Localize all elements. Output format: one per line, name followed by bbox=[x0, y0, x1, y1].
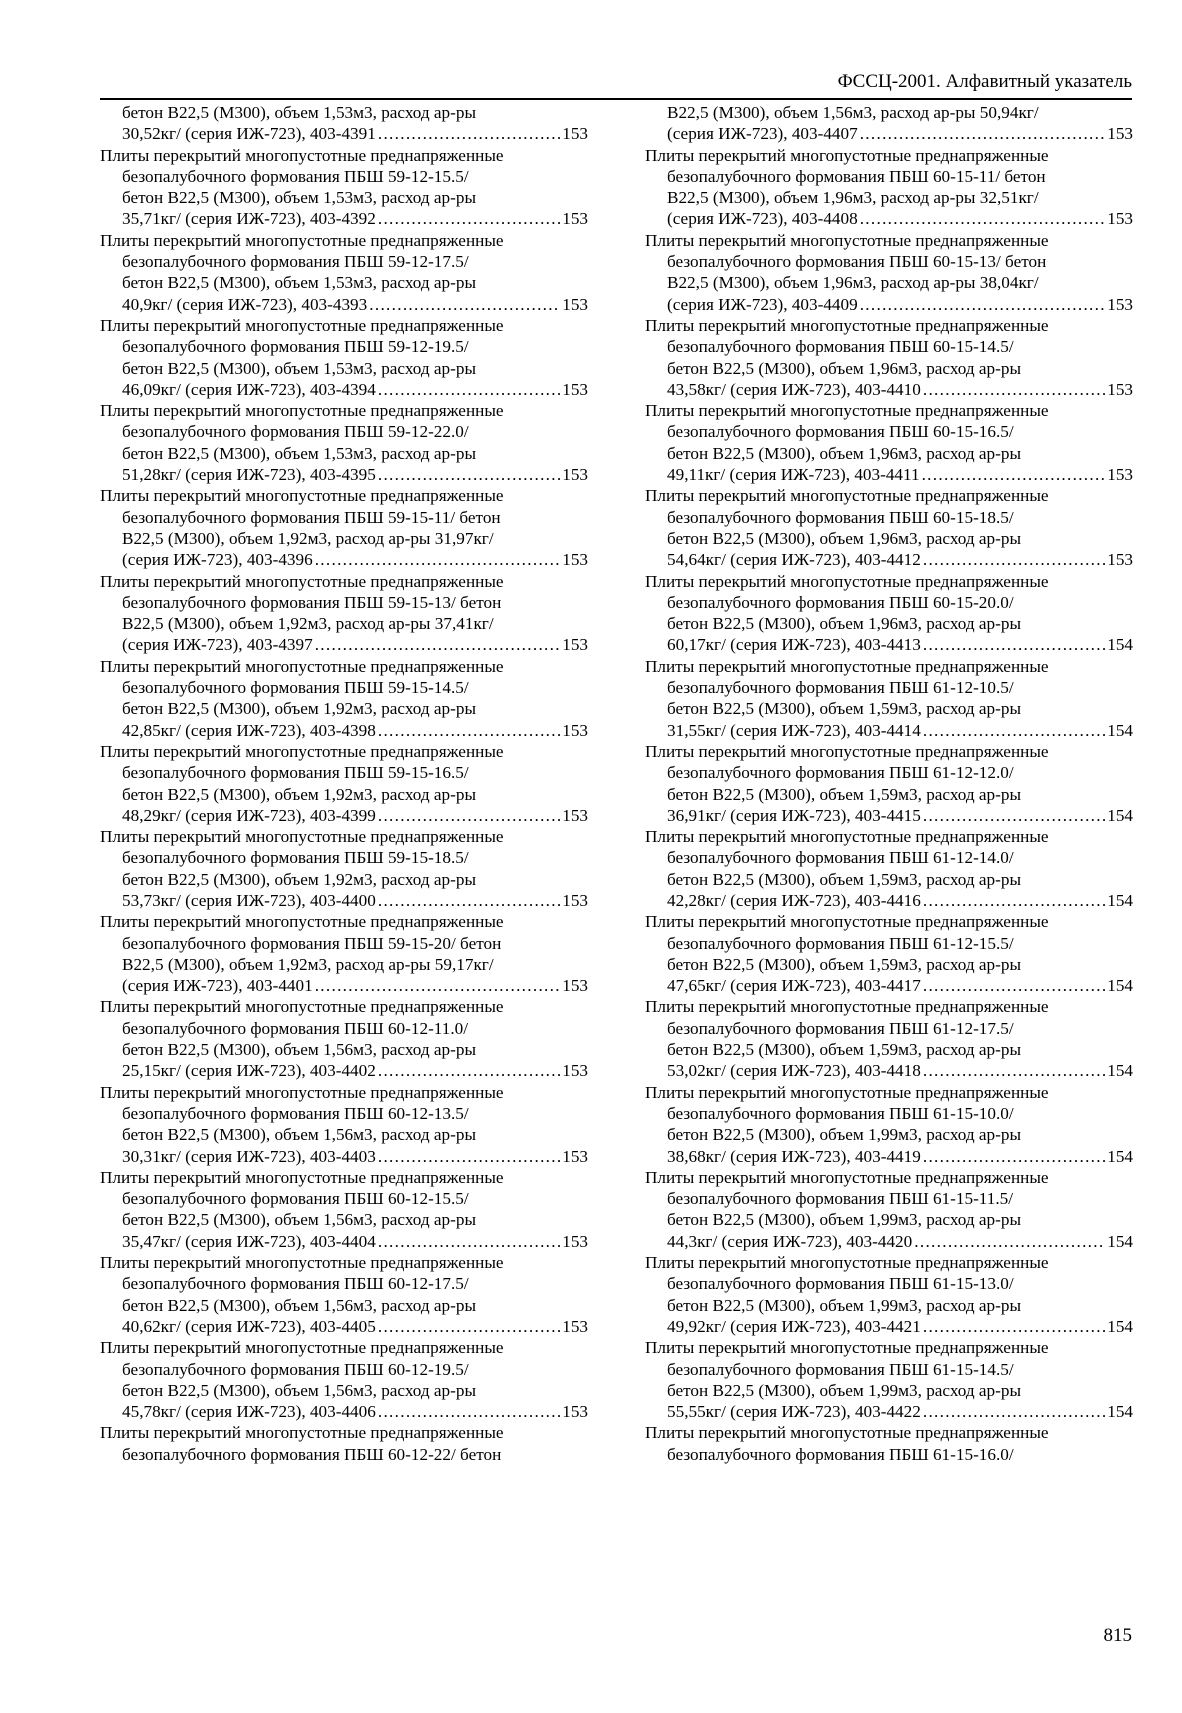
entry-code: 46,09кг/ (серия ИЖ-723), 403-4394 bbox=[122, 379, 376, 399]
entry-code: 31,55кг/ (серия ИЖ-723), 403-4414 bbox=[667, 720, 921, 740]
entry-line: бетон В22,5 (М300), объем 1,92м3, расход ар-ры bbox=[122, 784, 476, 804]
entry-line: бетон В22,5 (М300), объем 1,59м3, расход ар-ры bbox=[667, 699, 1021, 719]
entry-last-line bbox=[100, 464, 588, 485]
entry-line: бетон В22,5 (М300), объем 1,99м3, расход ар-ры bbox=[667, 1295, 1021, 1315]
entry-line: В22,5 (М300), объем 1,96м3, расход ар-ры 38,04кг/ bbox=[667, 273, 1039, 293]
entry-page-ref: 154 bbox=[1107, 890, 1133, 910]
dot-leader bbox=[860, 208, 1106, 229]
index-entry bbox=[100, 145, 588, 230]
entry-last-line bbox=[645, 634, 1133, 655]
entry-line: безопалубочного формования ПБШ 59-15-16.5/ bbox=[122, 763, 469, 783]
entry-line: безопалубочного формования ПБШ 59-15-18.5/ bbox=[122, 848, 469, 868]
entry-line: безопалубочного формования ПБШ 59-15-13/ бетон bbox=[122, 592, 502, 612]
entry-line: Плиты перекрытий многопустотные преднапряженные bbox=[645, 1253, 1049, 1273]
entry-last-line bbox=[645, 379, 1133, 400]
entry-line: бетон В22,5 (М300), объем 1,92м3, расход ар-ры bbox=[122, 699, 476, 719]
dot-leader bbox=[860, 123, 1106, 144]
index-entry bbox=[100, 485, 588, 570]
entry-page-ref: 153 bbox=[562, 209, 588, 229]
entry-last-line bbox=[645, 1231, 1133, 1252]
entry-code: 25,15кг/ (серия ИЖ-723), 403-4402 bbox=[122, 1061, 376, 1081]
index-entry bbox=[645, 102, 1133, 145]
entry-page-ref: 153 bbox=[562, 805, 588, 825]
entry-last-line bbox=[100, 1231, 588, 1252]
entry-last-line bbox=[100, 1316, 588, 1337]
entry-page-ref: 154 bbox=[1107, 1316, 1133, 1336]
entry-line: безопалубочного формования ПБШ 61-15-14.5/ bbox=[667, 1359, 1014, 1379]
entry-code: (серия ИЖ-723), 403-4396 bbox=[122, 550, 313, 570]
entry-line: безопалубочного формования ПБШ 59-15-20/ бетон bbox=[122, 933, 502, 953]
entry-code: (серия ИЖ-723), 403-4407 bbox=[667, 124, 858, 144]
entry-line: Плиты перекрытий многопустотные преднапряженные bbox=[100, 1253, 504, 1273]
entry-line: В22,5 (М300), объем 1,56м3, расход ар-ры 50,94кг/ bbox=[667, 103, 1039, 122]
dot-leader bbox=[923, 805, 1105, 826]
entry-line: бетон В22,5 (М300), объем 1,53м3, расход ар-ры bbox=[122, 103, 476, 122]
entry-line: бетон В22,5 (М300), объем 1,96м3, расход ар-ры bbox=[667, 528, 1021, 548]
entry-page-ref: 153 bbox=[1107, 550, 1133, 570]
entry-line: Плиты перекрытий многопустотные преднапряженные bbox=[100, 741, 504, 761]
entry-page-ref: 153 bbox=[562, 124, 588, 144]
entry-line: Плиты перекрытий многопустотные преднапряженные bbox=[100, 1082, 504, 1102]
entry-page-ref: 154 bbox=[1107, 1146, 1133, 1166]
index-entry bbox=[100, 656, 588, 741]
entry-code: 36,91кг/ (серия ИЖ-723), 403-4415 bbox=[667, 805, 921, 825]
entry-line: бетон В22,5 (М300), объем 1,53м3, расход ар-ры bbox=[122, 443, 476, 463]
entry-line: безопалубочного формования ПБШ 60-12-17.5/ bbox=[122, 1274, 469, 1294]
entry-page-ref: 154 bbox=[1107, 805, 1133, 825]
entry-page-ref: 154 bbox=[1107, 1402, 1133, 1422]
index-entry bbox=[100, 826, 588, 911]
dot-leader bbox=[923, 890, 1105, 911]
entry-code: (серия ИЖ-723), 403-4401 bbox=[122, 976, 313, 996]
entry-line: безопалубочного формования ПБШ 59-12-19.5/ bbox=[122, 337, 469, 357]
entry-page-ref: 153 bbox=[562, 294, 588, 314]
entry-last-line bbox=[100, 805, 588, 826]
index-entry bbox=[100, 571, 588, 656]
entry-last-line bbox=[100, 294, 588, 315]
entry-last-line bbox=[100, 1401, 588, 1422]
entry-last-line bbox=[645, 805, 1133, 826]
entry-code: 35,47кг/ (серия ИЖ-723), 403-4404 bbox=[122, 1231, 376, 1251]
entry-code: 54,64кг/ (серия ИЖ-723), 403-4412 bbox=[667, 550, 921, 570]
entry-page-ref: 153 bbox=[1107, 379, 1133, 399]
dot-leader bbox=[378, 1316, 560, 1337]
entry-line: безопалубочного формования ПБШ 61-12-14.0/ bbox=[667, 848, 1014, 868]
entry-line: бетон В22,5 (М300), объем 1,53м3, расход ар-ры bbox=[122, 188, 476, 208]
entry-page-ref: 153 bbox=[562, 720, 588, 740]
index-entry bbox=[100, 102, 588, 145]
entry-line: Плиты перекрытий многопустотные преднапряженные bbox=[645, 656, 1049, 676]
dot-leader bbox=[378, 720, 560, 741]
entry-page-ref: 153 bbox=[562, 1402, 588, 1422]
entry-line: бетон В22,5 (М300), объем 1,59м3, расход ар-ры bbox=[667, 1040, 1021, 1060]
entry-code: 42,85кг/ (серия ИЖ-723), 403-4398 bbox=[122, 720, 376, 740]
right-column bbox=[645, 102, 1133, 1465]
index-entry bbox=[100, 315, 588, 400]
entry-last-line bbox=[100, 634, 588, 655]
entry-page-ref: 153 bbox=[1107, 294, 1133, 314]
entry-code: (серия ИЖ-723), 403-4397 bbox=[122, 635, 313, 655]
entry-line: Плиты перекрытий многопустотные преднапряженные bbox=[100, 1338, 504, 1358]
entry-line: безопалубочного формования ПБШ 60-12-19.5/ bbox=[122, 1359, 469, 1379]
index-entry bbox=[100, 1167, 588, 1252]
entry-code: 53,73кг/ (серия ИЖ-723), 403-4400 bbox=[122, 890, 376, 910]
entry-last-line bbox=[645, 208, 1133, 229]
entry-code: 53,02кг/ (серия ИЖ-723), 403-4418 bbox=[667, 1061, 921, 1081]
index-entry bbox=[645, 996, 1133, 1081]
dot-leader bbox=[923, 379, 1105, 400]
entry-line: Плиты перекрытий многопустотные преднапряженные bbox=[645, 912, 1049, 932]
entry-last-line bbox=[100, 1146, 588, 1167]
dot-leader bbox=[923, 634, 1105, 655]
entry-line: Плиты перекрытий многопустотные преднапряженные bbox=[100, 401, 504, 421]
entry-line: бетон В22,5 (М300), объем 1,56м3, расход ар-ры bbox=[122, 1040, 476, 1060]
index-entry bbox=[645, 826, 1133, 911]
entry-line: Плиты перекрытий многопустотные преднапряженные bbox=[645, 145, 1049, 165]
entry-line: Плиты перекрытий многопустотные преднапряженные bbox=[100, 827, 504, 847]
entry-line: безопалубочного формования ПБШ 59-12-15.5/ bbox=[122, 166, 469, 186]
entry-line: Плиты перекрытий многопустотные преднапряженные bbox=[645, 1082, 1049, 1102]
entry-line: безопалубочного формования ПБШ 59-15-11/ бетон bbox=[122, 507, 501, 527]
dot-leader bbox=[378, 805, 560, 826]
dot-leader bbox=[860, 294, 1106, 315]
entry-line: Плиты перекрытий многопустотные преднапряженные bbox=[645, 1423, 1049, 1443]
entry-line: Плиты перекрытий многопустотные преднапряженные bbox=[645, 997, 1049, 1017]
entry-line: безопалубочного формования ПБШ 60-15-20.0/ bbox=[667, 592, 1014, 612]
page-header bbox=[100, 68, 1132, 100]
entry-last-line bbox=[645, 890, 1133, 911]
entry-line: бетон В22,5 (М300), объем 1,96м3, расход ар-ры bbox=[667, 443, 1021, 463]
entry-line: безопалубочного формования ПБШ 60-15-14.5/ bbox=[667, 337, 1014, 357]
index-entry bbox=[645, 1337, 1133, 1422]
entry-page-ref: 154 bbox=[1107, 1061, 1133, 1081]
index-entry bbox=[645, 1422, 1133, 1465]
entry-line: безопалубочного формования ПБШ 60-12-11.0/ bbox=[122, 1018, 469, 1038]
dot-leader bbox=[378, 1231, 560, 1252]
entry-line: Плиты перекрытий многопустотные преднапряженные bbox=[100, 912, 504, 932]
entry-page-ref: 153 bbox=[562, 890, 588, 910]
page-number: 815 bbox=[1103, 1625, 1132, 1646]
index-entry bbox=[100, 741, 588, 826]
dot-leader bbox=[923, 1146, 1105, 1167]
entry-line: Плиты перекрытий многопустотные преднапряженные bbox=[100, 656, 504, 676]
entry-line: Плиты перекрытий многопустотные преднапряженные bbox=[100, 997, 504, 1017]
entry-code: 49,11кг/ (серия ИЖ-723), 403-4411 bbox=[667, 465, 920, 485]
entry-page-ref: 153 bbox=[562, 976, 588, 996]
entry-line: безопалубочного формования ПБШ 60-15-18.5/ bbox=[667, 507, 1014, 527]
entry-line: Плиты перекрытий многопустотные преднапряженные bbox=[645, 1167, 1049, 1187]
entry-page-ref: 154 bbox=[1107, 720, 1133, 740]
entry-line: бетон В22,5 (М300), объем 1,92м3, расход ар-ры bbox=[122, 869, 476, 889]
index-entry bbox=[645, 315, 1133, 400]
entry-line: Плиты перекрытий многопустотные преднапряженные bbox=[645, 486, 1049, 506]
entry-last-line bbox=[645, 123, 1133, 144]
entry-last-line bbox=[645, 1060, 1133, 1081]
entry-line: безопалубочного формования ПБШ 59-12-22.0/ bbox=[122, 422, 469, 442]
entry-line: бетон В22,5 (М300), объем 1,96м3, расход ар-ры bbox=[667, 358, 1021, 378]
entry-line: бетон В22,5 (М300), объем 1,99м3, расход ар-ры bbox=[667, 1380, 1021, 1400]
entry-line: безопалубочного формования ПБШ 59-12-17.5/ bbox=[122, 252, 469, 272]
entry-line: Плиты перекрытий многопустотные преднапряженные bbox=[645, 1338, 1049, 1358]
dot-leader bbox=[315, 549, 561, 570]
entry-page-ref: 154 bbox=[1107, 635, 1133, 655]
entry-line: бетон В22,5 (М300), объем 1,56м3, расход ар-ры bbox=[122, 1125, 476, 1145]
entry-code: 42,28кг/ (серия ИЖ-723), 403-4416 bbox=[667, 890, 921, 910]
entry-page-ref: 153 bbox=[562, 379, 588, 399]
entry-line: безопалубочного формования ПБШ 60-12-13.5/ bbox=[122, 1103, 469, 1123]
index-entry bbox=[100, 911, 588, 996]
entry-code: 35,71кг/ (серия ИЖ-723), 403-4392 bbox=[122, 209, 376, 229]
index-entry bbox=[645, 1252, 1133, 1337]
page-header-title: ФССЦ-2001. Алфавитный указатель bbox=[837, 71, 1132, 92]
entry-line: Плиты перекрытий многопустотные преднапряженные bbox=[645, 827, 1049, 847]
entry-line: безопалубочного формования ПБШ 61-15-16.0/ bbox=[667, 1444, 1014, 1464]
entry-code: 40,62кг/ (серия ИЖ-723), 403-4405 bbox=[122, 1316, 376, 1336]
index-entry bbox=[100, 230, 588, 315]
index-entry bbox=[645, 1082, 1133, 1167]
entry-code: 30,31кг/ (серия ИЖ-723), 403-4403 bbox=[122, 1146, 376, 1166]
dot-leader bbox=[378, 1060, 560, 1081]
entry-last-line bbox=[100, 208, 588, 229]
entry-line: бетон В22,5 (М300), объем 1,59м3, расход ар-ры bbox=[667, 869, 1021, 889]
entry-code: 60,17кг/ (серия ИЖ-723), 403-4413 bbox=[667, 635, 921, 655]
dot-leader bbox=[914, 1231, 1105, 1252]
entry-page-ref: 153 bbox=[562, 465, 588, 485]
entry-page-ref: 153 bbox=[562, 1316, 588, 1336]
dot-leader bbox=[369, 294, 560, 315]
dot-leader bbox=[378, 1146, 560, 1167]
entry-line: Плиты перекрытий многопустотные преднапряженные bbox=[645, 230, 1049, 250]
entry-last-line bbox=[645, 1316, 1133, 1337]
entry-line: безопалубочного формования ПБШ 61-12-12.0/ bbox=[667, 763, 1014, 783]
entry-page-ref: 153 bbox=[1107, 209, 1133, 229]
entry-line: Плиты перекрытий многопустотные преднапряженные bbox=[645, 741, 1049, 761]
entry-line: безопалубочного формования ПБШ 61-12-17.5/ bbox=[667, 1018, 1014, 1038]
dot-leader bbox=[923, 549, 1105, 570]
entry-line: В22,5 (М300), объем 1,92м3, расход ар-ры 37,41кг/ bbox=[122, 614, 494, 634]
index-entry bbox=[100, 1252, 588, 1337]
index-entry bbox=[100, 996, 588, 1081]
entry-line: В22,5 (М300), объем 1,92м3, расход ар-ры 31,97кг/ bbox=[122, 528, 494, 548]
dot-leader bbox=[923, 975, 1105, 996]
index-entry bbox=[645, 1167, 1133, 1252]
entry-line: безопалубочного формования ПБШ 60-12-15.5/ bbox=[122, 1189, 469, 1209]
index-entry bbox=[645, 145, 1133, 230]
entry-line: безопалубочного формования ПБШ 61-12-15.5/ bbox=[667, 933, 1014, 953]
entry-line: бетон В22,5 (М300), объем 1,59м3, расход ар-ры bbox=[667, 784, 1021, 804]
entry-page-ref: 153 bbox=[562, 1061, 588, 1081]
index-entry bbox=[645, 911, 1133, 996]
entry-line: безопалубочного формования ПБШ 61-15-10.0/ bbox=[667, 1103, 1014, 1123]
dot-leader bbox=[923, 1401, 1105, 1422]
entry-page-ref: 153 bbox=[1107, 465, 1133, 485]
dot-leader bbox=[922, 464, 1106, 485]
entry-line: бетон В22,5 (М300), объем 1,56м3, расход ар-ры bbox=[122, 1210, 476, 1230]
entry-page-ref: 153 bbox=[562, 1146, 588, 1166]
entry-code: 45,78кг/ (серия ИЖ-723), 403-4406 bbox=[122, 1402, 376, 1422]
entry-line: безопалубочного формования ПБШ 61-15-11.5/ bbox=[667, 1189, 1014, 1209]
index-entry bbox=[645, 400, 1133, 485]
entry-line: безопалубочного формования ПБШ 61-12-10.5/ bbox=[667, 678, 1014, 698]
entry-last-line bbox=[645, 1146, 1133, 1167]
entry-last-line bbox=[100, 549, 588, 570]
entry-line: безопалубочного формования ПБШ 60-12-22/ бетон bbox=[122, 1444, 502, 1464]
entry-line: безопалубочного формования ПБШ 59-15-14.5/ bbox=[122, 678, 469, 698]
entry-last-line bbox=[645, 549, 1133, 570]
entry-line: Плиты перекрытий многопустотные преднапряженные bbox=[100, 571, 504, 591]
index-entry bbox=[100, 1337, 588, 1422]
index-entry bbox=[645, 741, 1133, 826]
entry-line: Плиты перекрытий многопустотные преднапряженные bbox=[100, 1423, 504, 1443]
entry-line: бетон В22,5 (М300), объем 1,59м3, расход ар-ры bbox=[667, 954, 1021, 974]
entry-page-ref: 153 bbox=[562, 635, 588, 655]
entry-line: бетон В22,5 (М300), объем 1,99м3, расход ар-ры bbox=[667, 1125, 1021, 1145]
entry-last-line bbox=[645, 1401, 1133, 1422]
entry-line: Плиты перекрытий многопустотные преднапряженные bbox=[645, 401, 1049, 421]
entry-code: 55,55кг/ (серия ИЖ-723), 403-4422 bbox=[667, 1402, 921, 1422]
entry-line: Плиты перекрытий многопустотные преднапряженные bbox=[100, 145, 504, 165]
entry-line: безопалубочного формования ПБШ 60-15-16.5/ bbox=[667, 422, 1014, 442]
entry-last-line bbox=[100, 123, 588, 144]
entry-code: 38,68кг/ (серия ИЖ-723), 403-4419 bbox=[667, 1146, 921, 1166]
entry-code: 51,28кг/ (серия ИЖ-723), 403-4395 bbox=[122, 465, 376, 485]
entry-line: В22,5 (М300), объем 1,92м3, расход ар-ры 59,17кг/ bbox=[122, 954, 494, 974]
entry-line: бетон В22,5 (М300), объем 1,96м3, расход ар-ры bbox=[667, 614, 1021, 634]
index-entry bbox=[645, 485, 1133, 570]
dot-leader bbox=[923, 720, 1105, 741]
entry-line: безопалубочного формования ПБШ 60-15-11/ бетон bbox=[667, 166, 1046, 186]
entry-line: безопалубочного формования ПБШ 61-15-13.0/ bbox=[667, 1274, 1014, 1294]
entry-code: 30,52кг/ (серия ИЖ-723), 403-4391 bbox=[122, 124, 376, 144]
entry-code: 49,92кг/ (серия ИЖ-723), 403-4421 bbox=[667, 1316, 921, 1336]
entry-last-line bbox=[645, 975, 1133, 996]
dot-leader bbox=[378, 123, 560, 144]
entry-page-ref: 153 bbox=[562, 1231, 588, 1251]
index-entry bbox=[100, 1082, 588, 1167]
entry-code: 47,65кг/ (серия ИЖ-723), 403-4417 bbox=[667, 976, 921, 996]
entry-code: (серия ИЖ-723), 403-4409 bbox=[667, 294, 858, 314]
left-column bbox=[100, 102, 588, 1465]
entry-line: Плиты перекрытий многопустотные преднапряженные bbox=[100, 1167, 504, 1187]
index-entry bbox=[645, 230, 1133, 315]
entry-line: Плиты перекрытий многопустотные преднапряженные bbox=[100, 486, 504, 506]
entry-last-line bbox=[100, 890, 588, 911]
entry-line: бетон В22,5 (М300), объем 1,53м3, расход ар-ры bbox=[122, 358, 476, 378]
index-entry bbox=[100, 1422, 588, 1465]
entry-line: бетон В22,5 (М300), объем 1,56м3, расход ар-ры bbox=[122, 1295, 476, 1315]
entry-code: 40,9кг/ (серия ИЖ-723), 403-4393 bbox=[122, 294, 368, 314]
entry-line: Плиты перекрытий многопустотные преднапряженные bbox=[645, 571, 1049, 591]
dot-leader bbox=[378, 379, 560, 400]
entry-last-line bbox=[645, 464, 1133, 485]
index-entry bbox=[645, 656, 1133, 741]
entry-line: Плиты перекрытий многопустотные преднапряженные bbox=[645, 315, 1049, 335]
entry-page-ref: 154 bbox=[1107, 976, 1133, 996]
entry-line: безопалубочного формования ПБШ 60-15-13/ бетон bbox=[667, 252, 1047, 272]
dot-leader bbox=[378, 890, 560, 911]
entry-line: бетон В22,5 (М300), объем 1,99м3, расход ар-ры bbox=[667, 1210, 1021, 1230]
entry-last-line bbox=[645, 720, 1133, 741]
entry-page-ref: 154 bbox=[1107, 1231, 1133, 1251]
entry-line: В22,5 (М300), объем 1,96м3, расход ар-ры 32,51кг/ bbox=[667, 188, 1039, 208]
dot-leader bbox=[378, 1401, 560, 1422]
dot-leader bbox=[315, 634, 561, 655]
entry-last-line bbox=[100, 975, 588, 996]
index-entry bbox=[100, 400, 588, 485]
entry-last-line bbox=[100, 1060, 588, 1081]
entry-code: 43,58кг/ (серия ИЖ-723), 403-4410 bbox=[667, 379, 921, 399]
entry-page-ref: 153 bbox=[562, 550, 588, 570]
entry-last-line bbox=[100, 720, 588, 741]
entry-line: Плиты перекрытий многопустотные преднапряженные bbox=[100, 230, 504, 250]
entry-line: Плиты перекрытий многопустотные преднапряженные bbox=[100, 315, 504, 335]
entry-code: 48,29кг/ (серия ИЖ-723), 403-4399 bbox=[122, 805, 376, 825]
dot-leader bbox=[315, 975, 561, 996]
index-entry bbox=[645, 571, 1133, 656]
dot-leader bbox=[923, 1316, 1105, 1337]
entry-code: (серия ИЖ-723), 403-4408 bbox=[667, 209, 858, 229]
entry-line: бетон В22,5 (М300), объем 1,53м3, расход ар-ры bbox=[122, 273, 476, 293]
dot-leader bbox=[923, 1060, 1105, 1081]
entry-code: 44,3кг/ (серия ИЖ-723), 403-4420 bbox=[667, 1231, 913, 1251]
dot-leader bbox=[378, 464, 560, 485]
entry-page-ref: 153 bbox=[1107, 124, 1133, 144]
entry-line: бетон В22,5 (М300), объем 1,56м3, расход ар-ры bbox=[122, 1380, 476, 1400]
entry-last-line bbox=[645, 294, 1133, 315]
dot-leader bbox=[378, 208, 560, 229]
entry-last-line bbox=[100, 379, 588, 400]
